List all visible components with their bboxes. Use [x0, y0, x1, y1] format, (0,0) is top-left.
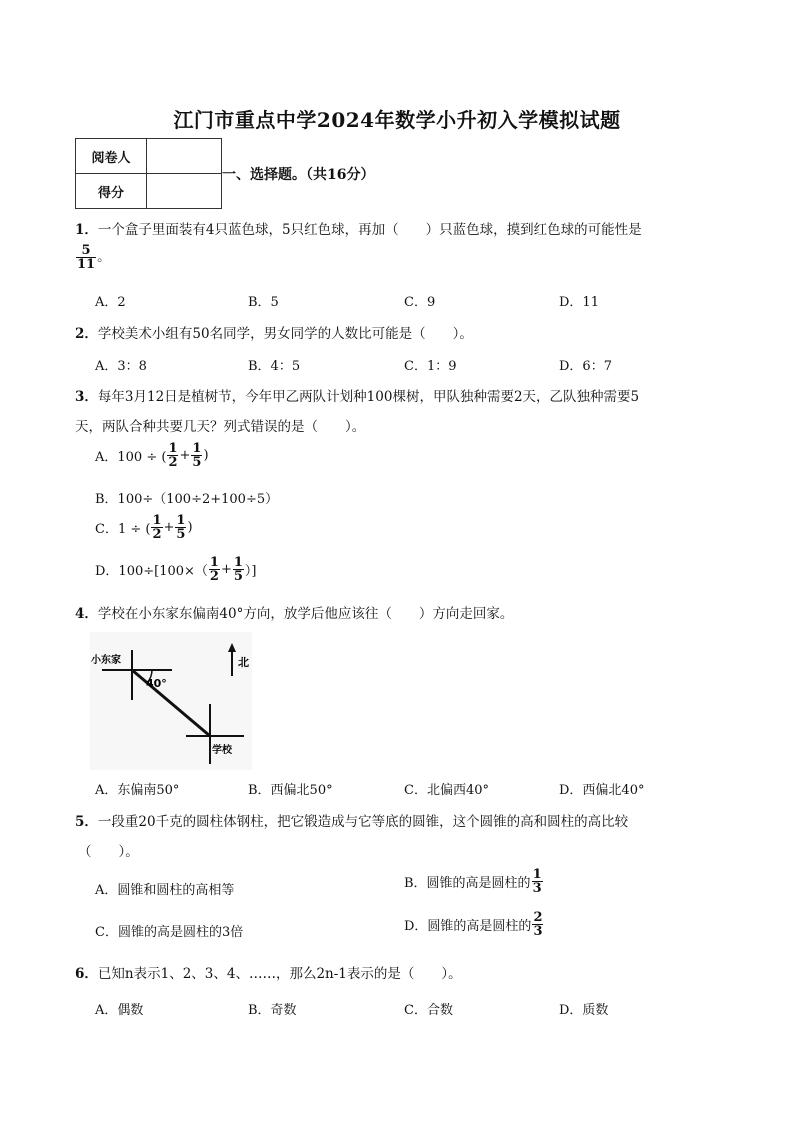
question-number: 4． [75, 606, 98, 622]
question-5-line2: （ ）。 [78, 844, 139, 860]
fraction-1-5: $\frac{1}{5}$ [176, 513, 186, 542]
north-label: 北 [238, 656, 249, 669]
direction-diagram [90, 632, 252, 770]
score-value-cell [147, 174, 222, 209]
question-2 [75, 322, 473, 342]
section-heading: 一、选择题。（共16分） [222, 167, 375, 183]
option-b[interactable]: B．西偏北50° [248, 783, 333, 798]
question-5 [75, 810, 628, 830]
question-number: 5． [75, 814, 98, 830]
option-a[interactable]: A．100 ÷ ( $\frac{1}{2}$ + $\frac{1}{5}$ ) [95, 441, 209, 470]
fraction-5-11: $\frac{5}{11}$ [77, 243, 96, 272]
option-b[interactable]: B．圆锥的高是圆柱的 $\frac{1}{3}$ [404, 867, 542, 896]
option-a[interactable]: A．东偏南50° [95, 783, 180, 798]
option-c[interactable]: C．北偏西40° [404, 783, 489, 798]
fraction-1-3: $\frac{1}{3}$ [532, 867, 542, 896]
school-label: 学校 [212, 745, 232, 756]
question-6 [75, 962, 462, 982]
punctuation: 。 [97, 249, 111, 265]
option-b[interactable]: B．100÷（100÷2+100÷5） [95, 492, 279, 507]
option-a[interactable]: A．圆锥和圆柱的高相等 [95, 883, 235, 898]
question-1 [75, 218, 642, 238]
question-3-line2: 天，两队合种共要几天？列式错误的是（ ）。 [75, 419, 366, 435]
question-text: 一段重20千克的圆柱体钢柱，把它锻造成与它等底的圆锥，这个圆锥的高和圆柱的高比较 [97, 814, 629, 830]
fraction-2-3: $\frac{2}{3}$ [533, 910, 543, 939]
option-c[interactable]: C．9 [404, 295, 436, 310]
page-title: 江门市重点中学2024年数学小升初入学模拟试题 [173, 108, 621, 132]
option-b[interactable]: B．奇数 [248, 1003, 297, 1018]
option-a[interactable]: A．2 [95, 295, 126, 310]
fraction-1-5: $\frac{1}{5}$ [233, 555, 243, 584]
option-d[interactable]: D．100÷[100×（ $\frac{1}{2}$ + $\frac{1}{5}$ ）] [95, 555, 257, 584]
option-c[interactable]: C．圆锥的高是圆柱的3倍 [95, 925, 244, 940]
option-d[interactable]: D．11 [559, 295, 599, 310]
option-d[interactable]: D．6：7 [559, 359, 612, 374]
question-text: 每年3月12日是植树节，今年甲乙两队计划种100棵树，甲队独种需要2天，乙队独种需要5 [97, 389, 640, 405]
fraction-1-2: $\frac{1}{2}$ [168, 441, 178, 470]
option-d[interactable]: D．圆锥的高是圆柱的 $\frac{2}{3}$ [404, 910, 543, 939]
grader-value-cell [147, 139, 222, 174]
option-d[interactable]: D．质数 [559, 1003, 609, 1018]
home-label: 小东家 [91, 655, 121, 666]
question-text: 学校在小东家东偏南40°方向，放学后他应该往（ ）方向走回家。 [97, 606, 514, 622]
fraction-1-5: $\frac{1}{5}$ [192, 441, 202, 470]
option-a[interactable]: A．3：8 [95, 359, 147, 374]
question-text: 已知n表示1、2、3、4、……，那么2n-1表示的是（ ）。 [97, 966, 462, 982]
option-c[interactable]: C．1 ÷ ( $\frac{1}{2}$ + $\frac{1}{5}$ ) [95, 513, 193, 542]
score-label: 得分 [76, 174, 147, 209]
option-d[interactable]: D．西偏北40° [559, 783, 645, 798]
question-number: 3． [75, 389, 98, 405]
question-number: 1． [75, 222, 98, 238]
fraction-1-2: $\frac{1}{2}$ [152, 513, 162, 542]
option-b[interactable]: B．4：5 [248, 359, 301, 374]
question-4 [75, 602, 513, 622]
fraction-1-2: $\frac{1}{2}$ [209, 555, 219, 584]
option-b[interactable]: B．5 [248, 295, 279, 310]
option-c[interactable]: C．1：9 [404, 359, 457, 374]
question-1-fraction-line [75, 244, 111, 271]
question-text: 学校美术小组有50名同学，男女同学的人数比可能是（ ）。 [97, 326, 473, 342]
option-a[interactable]: A．偶数 [95, 1003, 144, 1018]
question-number: 2． [75, 326, 98, 342]
grader-label: 阅卷人 [76, 139, 147, 174]
question-number: 6． [75, 966, 98, 982]
option-c[interactable]: C．合数 [404, 1003, 453, 1018]
question-text: 一个盒子里面装有4只蓝色球，5只红色球，再加（ ）只蓝色球，摸到红色球的可能性是 [97, 222, 642, 238]
question-3 [75, 385, 639, 405]
angle-label: 40° [146, 677, 167, 690]
grader-table [75, 138, 222, 209]
